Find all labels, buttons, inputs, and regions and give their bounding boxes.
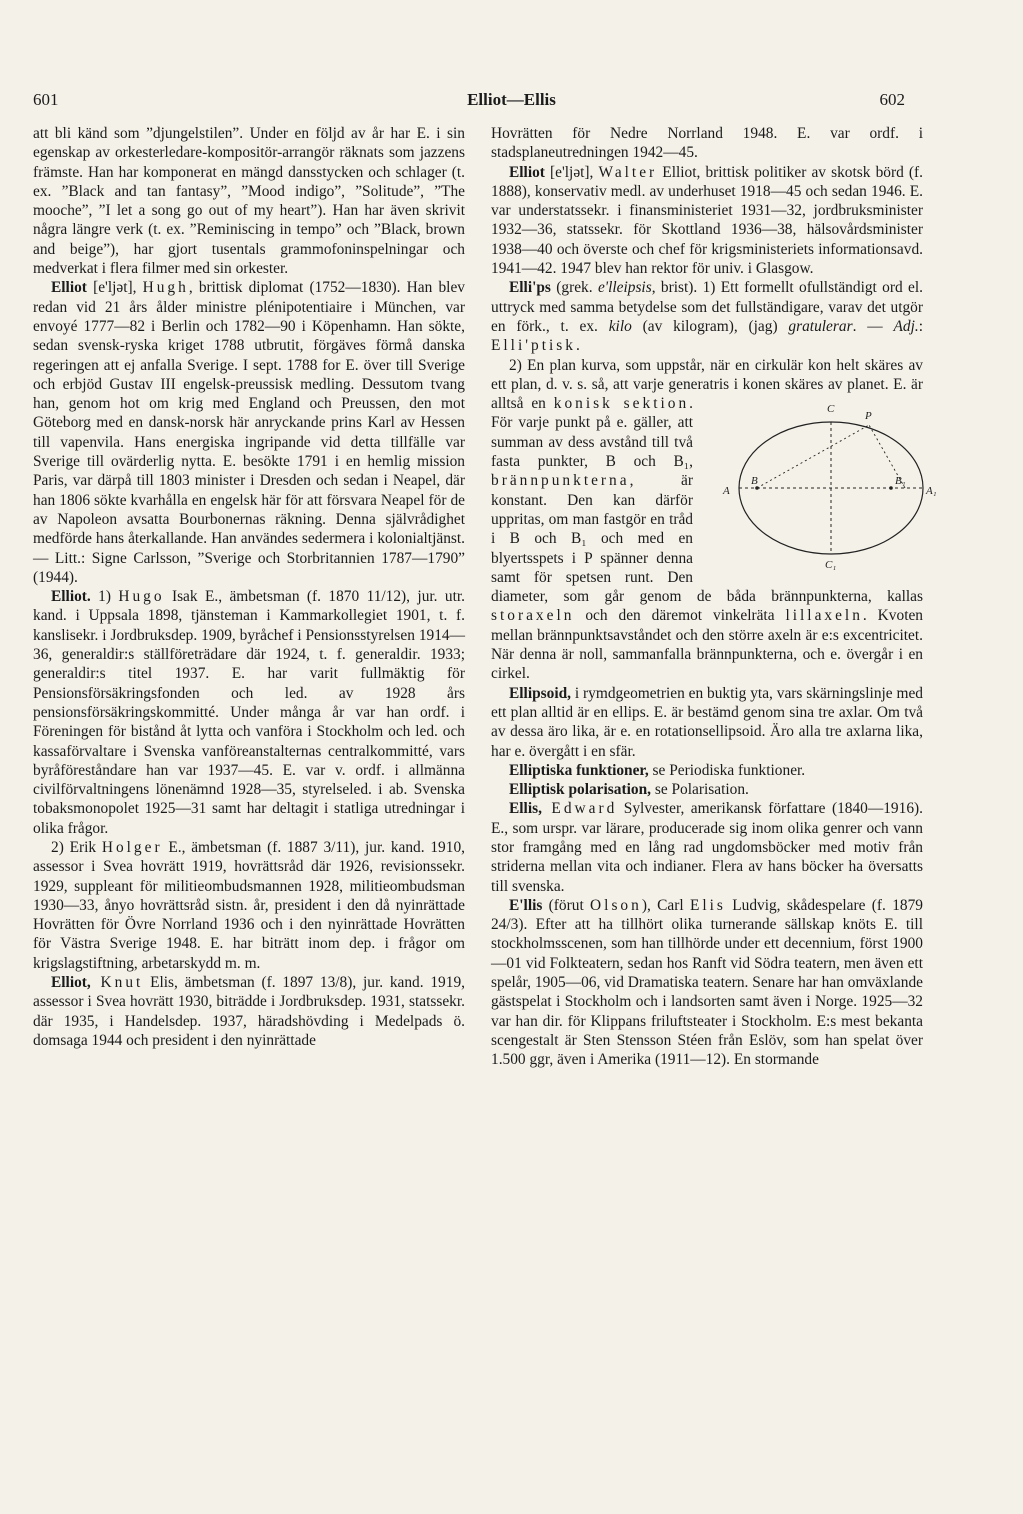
entry-keyword: Elli'ps xyxy=(509,279,551,297)
page-title: Elliot—Ellis xyxy=(467,90,556,109)
entry-forename: Walter xyxy=(598,163,658,181)
label-c: C xyxy=(827,403,835,416)
ellipse-diagram-svg xyxy=(719,400,947,572)
label-b: B xyxy=(751,475,758,488)
entry-ellips-2: 2) En plan kurva, som uppstår, när en cirkulär kon helt skäres av ett plan, d. v. s. så, att varje generatris i konen skäres av planet. E. är alltså en C P A B B₁ A₁ C₁ konisk sektion. För varje punkt på e. gäller, att summan av dess avstånd till två fasta punkter, B och B₁, brännpunkterna, är konstant. Den kan därför uppritas, om man fastgör en tråd i B och B₁ och med en blyertsspets i P spänner denna samt för spetsen runt. Den diameter, som går genom de båda brännpunkterna, kallas storaxeln och den däremot vinkelräta lillaxeln. Kvoten mellan brännpunktsavståndet och den större axeln är e:s excentricitet. När denna är noll, sammanfalla brännpunkterna, och e. övergår i en cirkel. xyxy=(491,356,923,684)
entry-ellis-carl: E'llis (förut Olson), Carl Elis Ludvig, skådespelare (f. 1879 24/3). Efter att ha tillhört olika turnerande sällskap knöts E. till stockholmsscenen, som han tillhörde under ett decennium, först 1900—01 vid Folkteatern, sedan hos Ranft vid Södra teatern, men även ett spelår, 1905—06, vid Dramatiska teatern. Senare har han omväxlande gästspelat i Stockholm och i landsorten samt även i Norge. 1925—32 var han dir. för Klippans friluftsteater i Stockholm. E:s mest bekanta scengestalt är Sten Stensson Stéen från Eslöv, som han spelat över 1.500 ggr, även i Amerika (1911—12). En stormande xyxy=(491,896,923,1069)
entry-elliot-walter: Elliot [e'ljət], Walter Elliot, brittisk politiker av skotsk börd (f. 1888), konservativ medl. av underhuset 1918—45 och sedan 1946. E. var understatssekr. i finansministeriet 1931—32, jordbruksminister 1932—36, statssekr. för Skottland 1936—38, hälsovårdsminister 1938—40 och överste och chef för krigsministeriets informationsavd. 1941—42. 1947 blev han rektor för univ. i Glasgow. xyxy=(491,163,923,278)
left-column xyxy=(33,124,465,1050)
page-number-left: 601 xyxy=(33,90,59,109)
entry-elliot-knut-continuation: Hovrätten för Nedre Norrland 1948. E. var ordf. i stadsplaneutredningen 1942—45. xyxy=(491,125,923,162)
focus-b1-dot xyxy=(889,486,893,490)
entry-elliptiska-funktioner: Elliptiska funktioner, se Periodiska funktioner. xyxy=(509,761,806,779)
label-c1: C₁ xyxy=(825,559,837,572)
entry-elliot-hugo: Elliot. 1) Hugo Isak E., ämbetsman (f. 1870 11/12), jur. utr. kand. i Uppsala 1898, tjänsteman i Kammarkollegiet 1901, t. f. kanslisekr. i Jordbruksdep. 1909, byråchef i Pensionsstyrelsen 1914—36, generaldir:s ställföreträdare där 1924, t. f. generaldir. 1933; generaldir:s titel 1937. E. har varit fullmäktig för Pensionsförsäkringsfonden och led. av 1928 års pensionsförsäkringskommitté. Under många år var han ordf. i Föreningen för bistånd åt lytta och vanföra i Stockholm och led. och kassaförvaltare i Svenska vanföreanstalternas centralkommitté, vars byråföreståndare han var 1937—45. E. var v. ordf. i allmänna civilförvaltningens lönenämnd 1928—35, styrelseled. i ab. Svenska tobaksmonopolet 1925—31 samt har deltagit i statliga utredningar i olika frågor. xyxy=(33,588,465,837)
entry-ellington-continuation: att bli känd som ”djungelstilen”. Under en följd av år har E. i sin egenskap av orkesterledare-kompositör-arrangör räknats som jazzens främste. Han har komponerat en mängd dansstycken och schlager (t. ex. ”Black and tan fantasy”, ”Mood indigo”, ”Solitude”, ”The mooche”, ”I let a song go out of my heart”). Han har även skrivit några längre verk (t. ex. ”Reminiscing in tempo” och ”Black, brown and beige”), har gjort tusentals grammofoninspelningar och medverkat i flera filmer med sin orkester. xyxy=(33,125,465,278)
entry-keyword: Elliot xyxy=(509,163,545,181)
entry-forename: Hugh xyxy=(142,279,189,297)
entry-keyword: E'llis xyxy=(509,896,543,914)
focal-line-b xyxy=(757,425,869,488)
label-p: P xyxy=(865,410,872,423)
entry-keyword: Ellipsoid, xyxy=(509,684,572,702)
entry-ellis-edward: Ellis, Edward Sylvester, amerikansk författare (1840—1916). E., som urspr. var lärare, producerade sig inom olika genrer och vann stor framgång med en lång rad ungdomsböcker med motiv från striderna mellan vita och indianer. Flera av hans böcker ha översatts till svenska. xyxy=(491,800,923,895)
entry-forename: Hugo xyxy=(118,588,165,606)
label-b1: B₁ xyxy=(895,475,906,488)
entry-keyword: Elliptisk polarisation, xyxy=(509,781,651,799)
entry-forename: Holger xyxy=(101,838,163,856)
entry-forename: Knut xyxy=(90,974,144,992)
ellipse-diagram xyxy=(701,400,937,572)
page-number-right: 602 xyxy=(879,90,905,109)
entry-forename: Edward xyxy=(541,800,618,818)
label-a: A xyxy=(723,485,730,498)
entry-elliot-holger: 2) Erik Holger E., ämbetsman (f. 1887 3/11), jur. kand. 1910, assessor i Svea hovrätt 1919, hovrättsråd där 1926, revisionssekr. 1929, suppleant för militieombudsmannen 1928, militieombudsman 1930—33, ånyo hovrättsråd sistn. år, president i den då nyinrättade Hovrätten för Övre Norrland 1936 och i den nyinrättade Hovrätten för Västra Sverige 1948. E. har biträtt inom dep. i frågor om krigslagstiftning, arbetarskydd m. m. xyxy=(33,838,465,972)
entry-elliot-hugh: Elliot [e'ljət], Hugh, brittisk diplomat (1752—1830). Han blev redan vid 21 års ålder ministre plénipotentiaire i München, var envoyé 1777—82 i Berlin och 1782—90 i Köpenhamn. Han sökte, sedan svensk-ryska kriget 1788 utbrutit, förgäves förmå danska regeringen att ej anfalla Sverige. I sept. 1788 for E. över till Sverige och erbjöd Gustav III engelsk-preussisk medling. Dessutom tvang han, genom hot om krig med England och Preussen, den mot Göteborg med en dansk-norsk här anryckande prins Karl av Hessen till vapenvila. Hans energiska ingripande vid detta tillfälle var Sverige till ovärderlig nytta. E. besökte 1791 i en hemlig mission Paris, var därpå till 1803 minister i Dresden och sedan i Neapel, där han 1806 sökte kvarhålla en engelsk här för att försvara Neapel för de av Napoleon avsatta Bourbonernas räkning. Denna självrådighet medförde hans återkallande. Han användes sedermera i kolonialtjänst. — Litt.: Signe Carlsson, ”Sverige och Storbritannien 1787—1790” (1944). xyxy=(33,279,465,586)
entry-keyword: Elliptiska funktioner, xyxy=(509,761,649,779)
entry-ellips-1: Elli'ps (grek. e'lleipsis, brist). 1) Ett formellt ofullständigt ord el. uttryck med samma betydelse som det fullständigare, varav det utgör en förk., t. ex. kilo (av kilogram), (jag) gratulerar. — Adj.: Elli'ptisk. xyxy=(491,279,924,355)
entry-keyword: Elliot, xyxy=(51,974,91,992)
entry-elliot-knut: Elliot, Knut Elis, ämbetsman (f. 1897 13/8), jur. kand. 1919, assessor i Svea hovrätt 1930, biträdde i Jordbruksdep. 1931, statssekr. där 1935, i Handelsdep. 1937, häradshövding i Medelpads ö. domsaga 1944 och president i den nyinrättade xyxy=(33,974,465,1049)
entry-elliptisk-polarisation: Elliptisk polarisation, se Polarisation. xyxy=(509,781,749,799)
entry-ellipsoid: Ellipsoid, i rymdgeometrien en buktig yta, vars skärningslinje med ett plan alltid är en ellips. E. är bestämd genom sina tre axlar. Om två av dessa äro lika, är e. en rotationsellipsoid. Äro alla tre axlarna lika, har e. övergått i en sfär. xyxy=(491,684,923,760)
right-column xyxy=(491,124,937,1070)
label-a1: A₁ xyxy=(926,485,937,498)
entry-keyword: Elliot. xyxy=(51,588,91,606)
entry-keyword: Elliot xyxy=(51,279,87,297)
entry-keyword: Ellis, xyxy=(509,800,542,818)
